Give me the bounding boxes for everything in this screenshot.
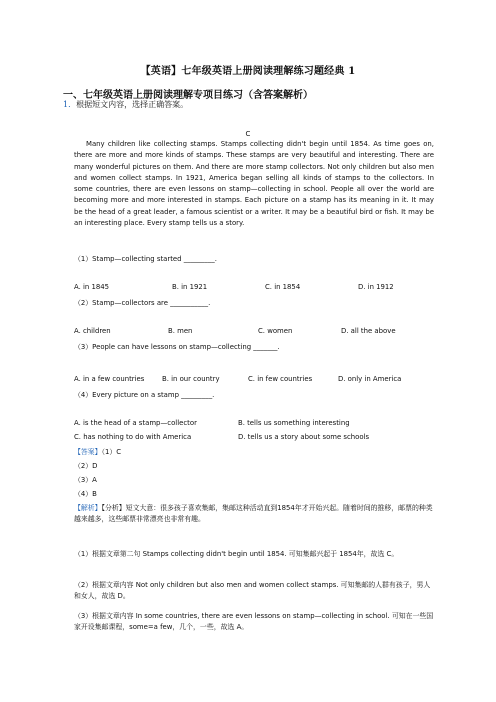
analysis-summary — [74, 503, 434, 526]
option: A. is the head of a stamp—collector — [74, 419, 197, 427]
option: B. men — [168, 327, 193, 335]
option: B. tells us something interesting — [238, 419, 350, 427]
question-number: 1． — [63, 100, 77, 109]
question-stem: （1）Stamp—collecting started _________. — [74, 255, 217, 263]
question-stem: （2）Stamp—collectors are ___________. — [74, 299, 211, 307]
question-stem: （3）People can have lessons on stamp—collecting _______. — [74, 343, 280, 351]
answer-item: （4）B — [74, 490, 97, 498]
option: A. in a few countries — [74, 375, 145, 383]
option: B. in 1921 — [172, 283, 208, 291]
passage-text: Many children like collecting stamps. Stamps collecting didn't begin until 1854. As time goes on, there are more and more kinds of stamps. These stamps are very beautiful and interesting. There are many wonderful pictures on them. And there are more stamp collectors. Not only children but also men and women collect stamps. In 1921, America began selling all kinds of stamps to the collectors. In some countries, there are even lessons on stamp—collecting in school. People all over the world are becoming more and more interested in stamps. Each picture on a stamp has its meaning in it. It may be the head of a great leader, a famous scientist or a writer. It may be a beautiful bird or fish. It may be an interesting place. Every stamp tells us a story. — [74, 140, 434, 228]
analysis-label: 【解析】 — [74, 504, 102, 512]
option: D. tells us a story about some schools — [238, 433, 370, 441]
option: D. in 1912 — [358, 283, 394, 291]
question-intro — [63, 99, 188, 110]
option: C. women — [258, 327, 293, 335]
option: D. all the above — [341, 327, 396, 335]
option: C. in few countries — [248, 375, 313, 383]
question-stem: （4）Every picture on a stamp _________. — [74, 391, 215, 399]
answer-label: 【答案】 — [74, 448, 102, 456]
document-title: 【英语】七年级英语上册阅读理解练习题经典 1 — [140, 66, 356, 77]
question-instruction: 根据短文内容，选择正确答案。 — [76, 100, 189, 109]
section-heading: 一、七年级英语上册阅读理解专项目练习（含答案解析） — [63, 90, 313, 101]
option: A. in 1845 — [74, 283, 109, 291]
analysis-summary-label: 【分析】 — [101, 504, 126, 512]
passage-letter: C — [245, 130, 251, 138]
option: B. in our country — [162, 375, 220, 383]
analysis-point: （2）根据文章内容 Not only children but also men and women collect stamps. 可知集邮的人群有孩子，男人和女人，故选 D。 — [74, 581, 431, 601]
option: C. has nothing to do with America — [74, 433, 192, 441]
analysis-point: （1）根据文章第二句 Stamps collecting didn't begin until 1854. 可知集邮兴起于 1854年，故选 C。 — [74, 550, 399, 558]
answer-item: （1）C — [101, 448, 122, 456]
option: C. in 1854 — [265, 283, 301, 291]
analysis-point: （3）根据文章内容 In some countries, there are even lessons on stamp—collecting in school. 可知在一些国家开设集邮课程，some=a few，几个，一些，故选 A。 — [74, 612, 434, 632]
option: D. only in America — [338, 375, 402, 383]
option: A. children — [74, 327, 111, 335]
answer-item: （3）A — [74, 476, 97, 484]
answer-item: （2）D — [74, 462, 98, 470]
answer-row — [74, 446, 121, 456]
analysis-summary-text: 短文大意：很多孩子喜欢集邮，集邮这种活动直到1854年才开始兴起。随着时间的推移，邮票的种类越来越多，这些邮票非常漂亮也非常有趣。 — [74, 504, 433, 524]
